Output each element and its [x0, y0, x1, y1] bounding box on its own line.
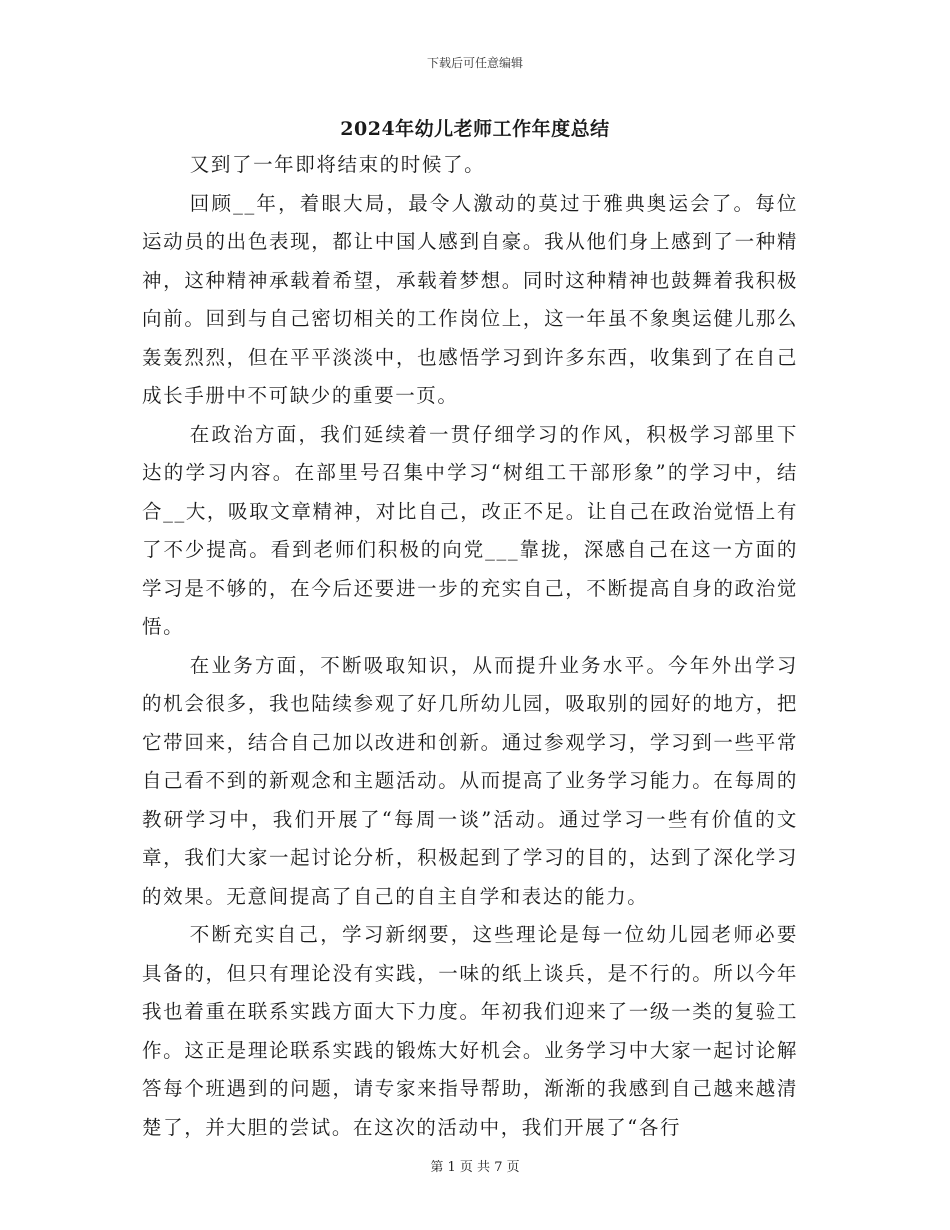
- header-note: 下载后可任意编辑: [426, 56, 523, 70]
- paragraph-2: 回顾__年，着眼大局，最令人激动的莫过于雅典奥运会了。每位运动员的出色表现，都让中国人感到自豪。我从他们身上感到了一种精神，这种精神承载着希望，承载着梦想。同时这种精神也鼓舞着我积极向前。回到与自己密切相关的工作岗位上，这一年虽不象奥运健儿那么轰轰烈烈，但在平平淡淡中，也感悟学习到许多东西，收集到了在自己成长手册中不可缺少的重要一页。: [142, 191, 798, 407]
- document-title: 2024年幼儿老师工作年度总结: [340, 118, 610, 140]
- paragraph-5: 不断充实自己，学习新纲要，这些理论是每一位幼儿园老师必要具备的，但只有理论没有实践，一味的纸上谈兵，是不行的。所以今年我也着重在联系实践方面大下力度。年初我们迎来了一级一类的复验工作。这正是理论联系实践的锻炼大好机会。业务学习中大家一起讨论解答每个班遇到的问题，请专家来指导帮助，渐渐的我感到自己越来越清楚了，并大胆的尝试。在这次的活动中，我们开展了“各行: [142, 923, 798, 1139]
- page-number: 第 1 页 共 7 页: [430, 1160, 520, 1175]
- paragraph-3: 在政治方面，我们延续着一贯仔细学习的作风，积极学习部里下达的学习内容。在部里号召集中学习“树组工干部形象”的学习中，结合__大，吸取文章精神，对比自己，改正不足。让自己在政治觉悟上有了不少提高。看到老师们积极的向党___靠拢，深感自己在这一方面的学习是不够的，在今后还要进一步的充实自己，不断提高自身的政治觉悟。: [142, 422, 798, 638]
- paragraph-4: 在业务方面，不断吸取知识，从而提升业务水平。今年外出学习的机会很多，我也陆续参观了好几所幼儿园，吸取别的园好的地方，把它带回来，结合自己加以改进和创新。通过参观学习，学习到一些平常自己看不到的新观念和主题活动。从而提高了业务学习能力。在每周的教研学习中，我们开展了“每周一谈”活动。通过学习一些有价值的文章，我们大家一起讨论分析，积极起到了学习的目的，达到了深化学习的效果。无意间提高了自己的自主自学和表达的能力。: [142, 653, 798, 908]
- document-body: [142, 146, 798, 1147]
- paragraph-1: 又到了一年即将结束的时候了。: [189, 153, 486, 176]
